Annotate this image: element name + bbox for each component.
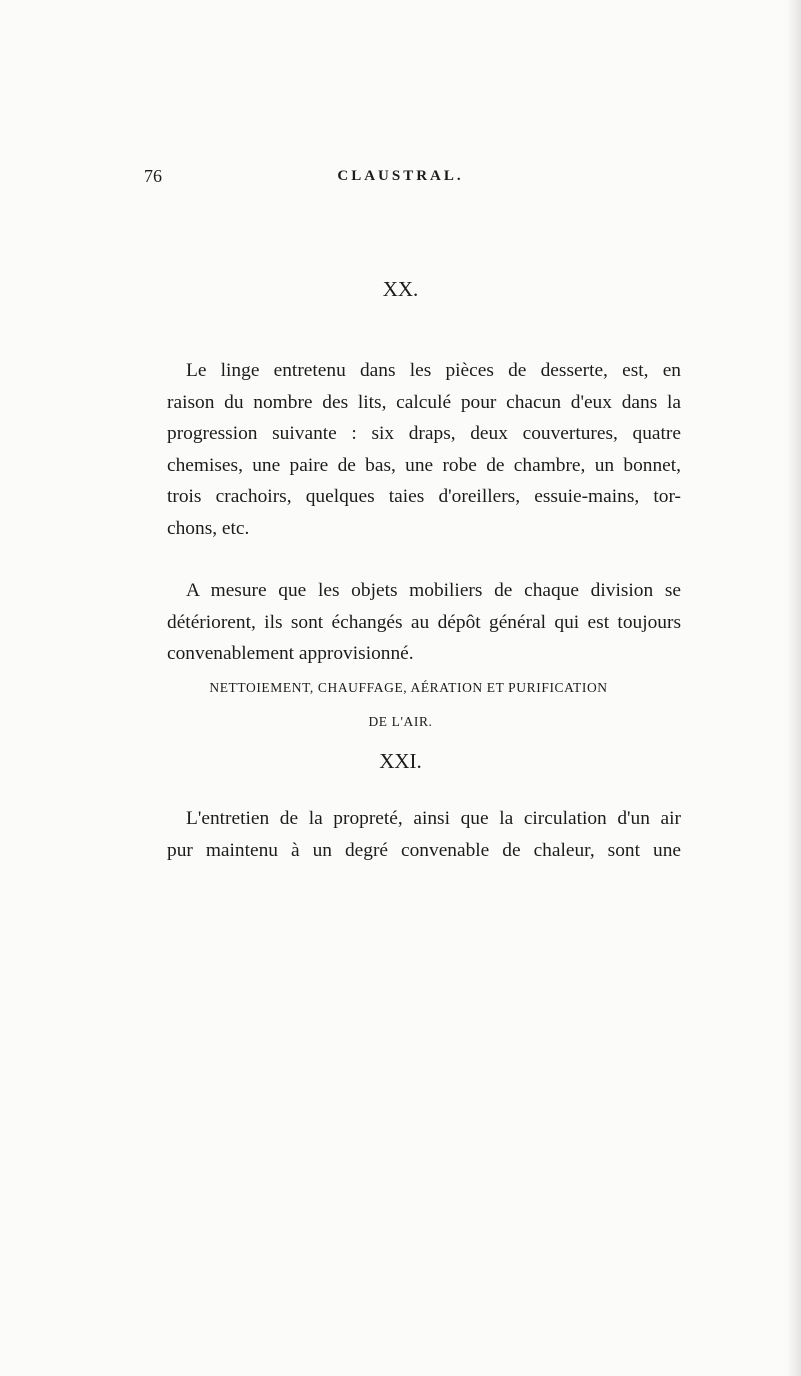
text-line: pur maintenu à un degré convenable de chaleur, sont une — [167, 839, 681, 861]
text-line: chons, etc. — [167, 517, 250, 539]
text-line: convenablement approvisionné. — [167, 643, 414, 664]
text-line: détériorent, ils sont échangés au dépôt général qui est toujours — [167, 611, 681, 633]
text-line: progression suivante : six draps, deux couvertures, quatre — [167, 423, 681, 444]
section-heading: NETTOIEMENT, CHAUFFAGE, AÉRATION ET PURIFICATION — [209, 680, 608, 695]
paragraph-linen — [167, 355, 681, 544]
running-title: CLAUSTRAL. — [337, 168, 464, 184]
paragraph-furniture — [167, 575, 681, 670]
text-line: Le linge entretenu dans les pièces de desserte, est, en — [186, 360, 681, 381]
running-head — [0, 164, 801, 188]
text-line: raison du nombre des lits, calculé pour chacun d'eux dans la — [167, 391, 681, 413]
page-number: 76 — [144, 166, 162, 186]
text-line: chemises, une paire de bas, une robe de chambre, un bonnet, — [167, 454, 681, 476]
paragraph-cleanliness — [167, 803, 681, 866]
section-heading-continuation: DE L'AIR. — [368, 714, 433, 729]
text-line: trois crachoirs, quelques taies d'oreillers, essuie-mains, tor- — [167, 486, 681, 507]
section-number-xx: XX. — [382, 277, 419, 301]
text-line: L'entretien de la propreté, ainsi que la circulation d'un air — [186, 808, 681, 829]
section-number-xxi: XXI. — [379, 749, 422, 773]
text-line: A mesure que les objets mobiliers de chaque division se — [186, 580, 681, 601]
